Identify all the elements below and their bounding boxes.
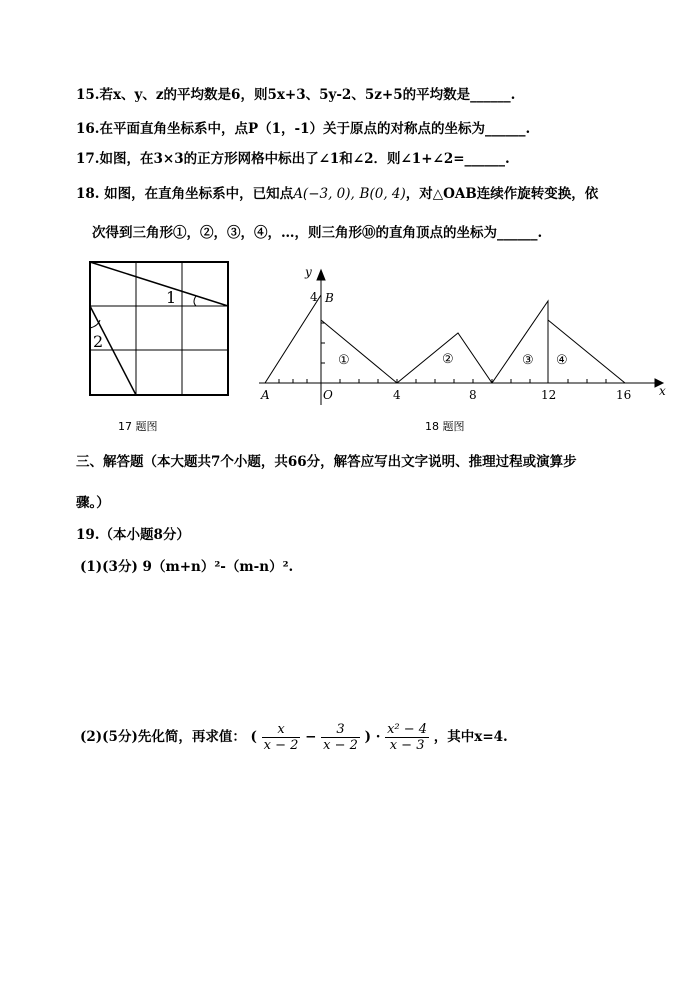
figure-18-caption: 18 题图 xyxy=(425,420,465,433)
grid-border xyxy=(90,262,228,395)
right-paren: ) xyxy=(364,729,371,745)
question-19-title: 19.（本小题8分） xyxy=(76,527,190,543)
angle-1-label: 1 xyxy=(166,288,177,307)
x-tick-label: 8 xyxy=(469,388,477,402)
part1-label: (1)(3分) xyxy=(80,559,138,575)
question-18-line2: 次得到三角形①，②，③，④，…，则三角形⑩的直角顶点的坐标为______. xyxy=(92,225,543,241)
question-16: 16.在平面直角坐标系中，点P（1，-1）关于原点的对称点的坐标为______. xyxy=(76,121,531,137)
y-axis-label: y xyxy=(305,265,312,279)
y-axis-arrow xyxy=(317,270,325,280)
left-paren: ( xyxy=(250,729,257,745)
y-tick-label: 4 xyxy=(310,290,318,304)
fraction-denominator: x − 3 xyxy=(389,738,425,753)
question-19-part2 xyxy=(80,722,508,753)
question-18-line1 xyxy=(76,182,598,202)
origin-label: O xyxy=(323,388,333,402)
figure-17-caption: 17 题图 xyxy=(118,420,158,433)
section-3-heading-line1: 三、解答题（本大题共7个小题，共66分，解答应写出文字说明、推理过程或演算步 xyxy=(76,454,577,470)
triangle-label: ③ xyxy=(522,353,534,368)
section-3-heading-line2: 骤。） xyxy=(76,495,110,511)
x-tick-label: 16 xyxy=(616,388,632,402)
point-a-label: A xyxy=(261,388,270,402)
fraction-denominator: x − 2 xyxy=(263,738,299,753)
fraction-numerator: x xyxy=(262,722,301,738)
angle-1-ray xyxy=(90,262,228,306)
y-axis-ticks xyxy=(321,323,325,363)
fraction-denominator: x − 2 xyxy=(323,738,358,753)
minus-sign: − xyxy=(305,729,317,745)
question-17: 17.如图，在3×3的正方形网格中标出了∠1和∠2．则∠1+∠2=______. xyxy=(76,151,510,167)
triangle-oab xyxy=(265,295,321,383)
point-a-coord: A(−3, 0), xyxy=(293,186,355,202)
question-15: 15.若x、y、z的平均数是6，则5x+3、5y-2、5z+5的平均数是______. xyxy=(76,87,516,103)
part2-label: (2)(5分)先化简，再求值： xyxy=(80,729,246,745)
triangle-label: ② xyxy=(442,352,454,367)
part1-expression: 9（m+n）²-（m-n）². xyxy=(142,559,294,575)
figure-18-plane xyxy=(255,262,675,412)
question-19-part1 xyxy=(80,555,293,575)
fraction-3-over-x-minus-2 xyxy=(321,722,360,753)
fraction-numerator: 3 xyxy=(321,722,360,738)
fraction-numerator: x² − 4 xyxy=(387,722,428,737)
x-axis-label: x xyxy=(659,384,666,398)
triangle-4 xyxy=(548,320,625,383)
triangle-label: ④ xyxy=(556,353,568,368)
x-tick-label: 4 xyxy=(393,388,401,402)
point-b-coord: B(0, 4) xyxy=(359,186,406,202)
triangle-label: ① xyxy=(338,353,350,368)
figure-17-grid xyxy=(86,258,236,400)
fraction-x-over-x-minus-2 xyxy=(262,722,301,753)
fraction-x2-minus-4-over-x-minus-3 xyxy=(385,722,429,753)
angle-1-arc xyxy=(194,296,196,306)
x-tick-label: 12 xyxy=(541,388,557,402)
multiply-dot: · xyxy=(375,729,381,745)
question-18-suffix: ，对△OAB连续作旋转变换，依 xyxy=(405,186,599,202)
x-axis-ticks xyxy=(279,379,606,383)
question-18-prefix: 18. 如图，在直角坐标系中，已知点 xyxy=(76,186,294,202)
point-b-label: B xyxy=(325,291,334,305)
triangle-3 xyxy=(492,301,548,383)
part2-tail: ，其中x=4. xyxy=(433,729,508,745)
triangle-1 xyxy=(321,320,397,383)
angle-2-label: 2 xyxy=(93,332,104,351)
